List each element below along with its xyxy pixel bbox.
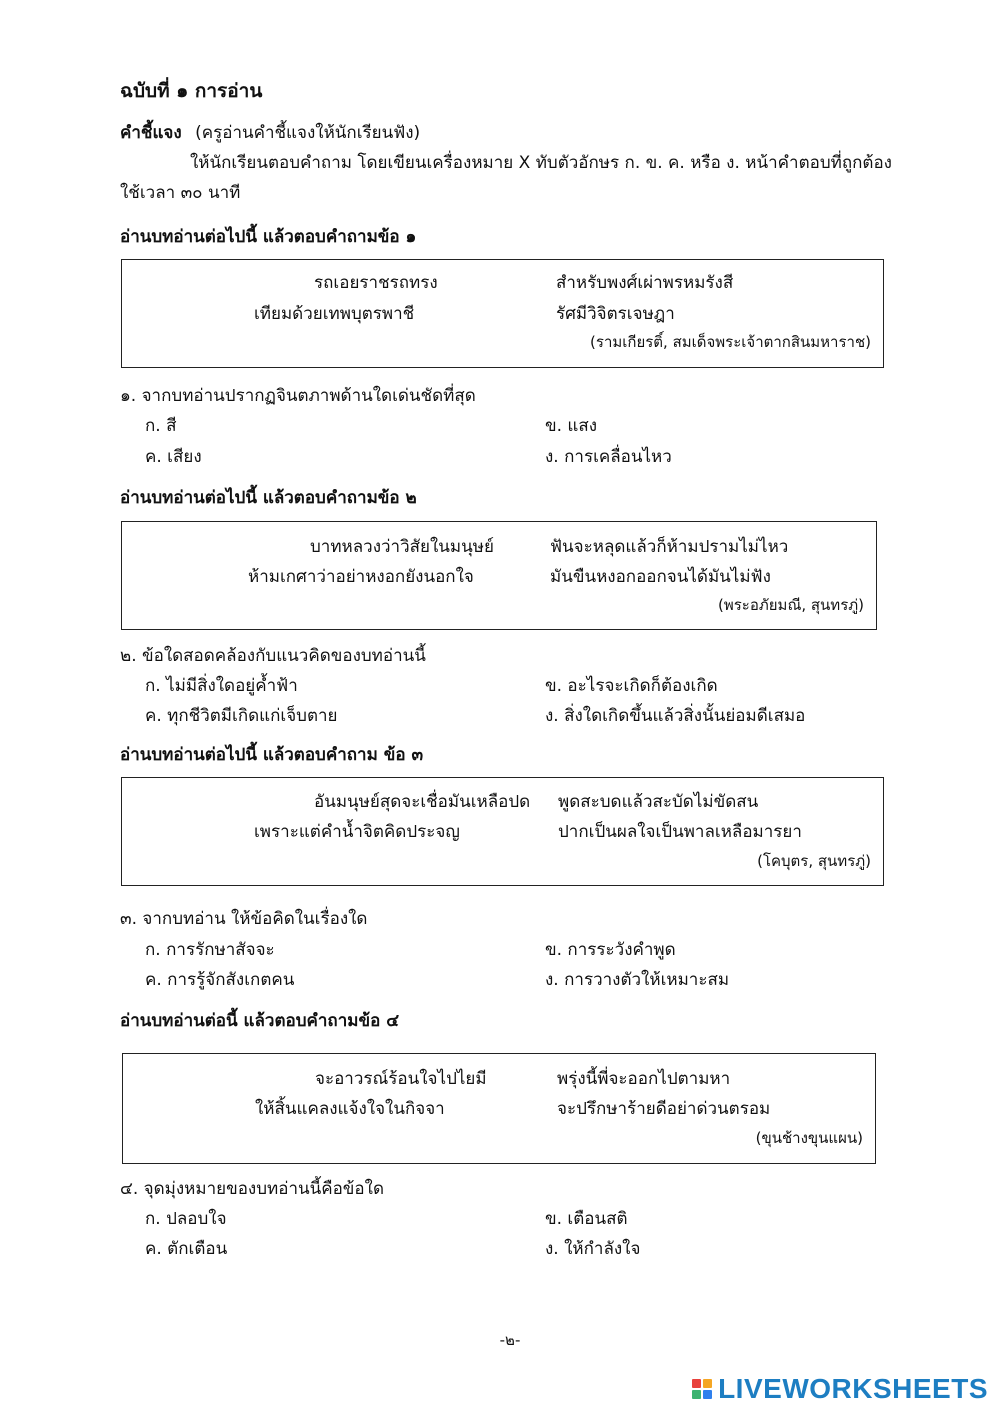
liveworksheets-logo[interactable] — [692, 1374, 988, 1404]
question-1: ๑. จากบทอ่านปรากฏจินตภาพด้านใดเด่นชัดที่สุด — [120, 386, 476, 406]
poem-3-line-2a: เพราะแต่คำน้ำจิตคิดประจญ — [254, 822, 460, 842]
poem-4-line-2a: ให้สิ้นแคลงแจ้งใจในกิจจา — [255, 1099, 445, 1119]
poem-2-line-2b: มันขืนหงอกออกจนได้มันไม่ฟัง — [550, 567, 771, 587]
poem-4-line-2b: จะปรึกษาร้ายดีอย่าด่วนตรอม — [557, 1099, 771, 1119]
poem-2-line-1b: ฟันจะหลุดแล้วก็ห้ามปรามไม่ไหว — [550, 537, 789, 557]
section-1-heading: อ่านบทอ่านต่อไปนี้ แล้วตอบคำถามข้อ ๑ — [120, 227, 417, 247]
poem-1-line-1a: รถเอยราชรถทรง — [314, 273, 438, 293]
q2-option-c[interactable]: ค. ทุกชีวิตมีเกิดแก่เจ็บตาย — [145, 706, 338, 726]
instruction-line-2: ใช้เวลา ๓๐ นาที — [120, 183, 241, 203]
question-4: ๔. จุดมุ่งหมายของบทอ่านนี้คือข้อใด — [120, 1179, 384, 1199]
q4-option-d[interactable]: ง. ให้กำลังใจ — [545, 1239, 641, 1259]
poem-4-line-1b: พรุ่งนี้พี่จะออกไปตามหา — [557, 1069, 731, 1089]
logo-square-green — [692, 1390, 701, 1399]
poem-3-line-1a: อันมนุษย์สุดจะเชื่อมันเหลือปด — [314, 792, 531, 812]
q4-option-b[interactable]: ข. เตือนสติ — [545, 1209, 628, 1229]
poem-box-3 — [121, 777, 884, 886]
logo-square-blue — [703, 1390, 712, 1399]
q3-option-b[interactable]: ข. การระวังคำพูด — [545, 940, 676, 960]
poem-box-2 — [121, 521, 877, 630]
instruction-note: (ครูอ่านคำชี้แจงให้นักเรียนฟัง) — [195, 123, 421, 143]
section-4-heading: อ่านบทอ่านต่อนี้ แล้วตอบคำถามข้อ ๔ — [120, 1011, 400, 1031]
q2-option-d[interactable]: ง. สิ่งใดเกิดขึ้นแล้วสิ่งนั้นย่อมดีเสมอ — [545, 706, 806, 726]
poem-3-reference: (โคบุตร, สุนทรภู่) — [757, 852, 871, 870]
q3-option-a[interactable]: ก. การรักษาสัจจะ — [145, 940, 275, 960]
poem-2-line-1a: บาทหลวงว่าวิสัยในมนุษย์ — [310, 537, 494, 557]
q2-option-b[interactable]: ข. อะไรจะเกิดก็ต้องเกิด — [545, 676, 718, 696]
q3-option-d[interactable]: ง. การวางตัวให้เหมาะสม — [545, 970, 730, 990]
question-2: ๒. ข้อใดสอดคล้องกับแนวคิดของบทอ่านนี้ — [120, 646, 426, 666]
poem-4-reference: (ขุนช้างขุนแผน) — [755, 1129, 863, 1147]
logo-squares-icon — [692, 1379, 712, 1399]
poem-4-line-1a: จะอาวรณ์ร้อนใจไปไยมี — [315, 1069, 487, 1089]
poem-1-line-2b: รัศมีวิจิตรเจษฎา — [556, 304, 675, 324]
poem-box-4 — [122, 1053, 876, 1164]
section-3-heading: อ่านบทอ่านต่อไปนี้ แล้วตอบคำถาม ข้อ ๓ — [120, 745, 424, 765]
logo-square-red — [692, 1379, 701, 1388]
page-number: -๒- — [499, 1331, 521, 1349]
poem-box-1 — [121, 259, 884, 368]
q3-option-c[interactable]: ค. การรู้จักสังเกตคน — [145, 970, 295, 990]
q1-option-c[interactable]: ค. เสียง — [145, 447, 202, 467]
q2-option-a[interactable]: ก. ไม่มีสิ่งใดอยู่ค้ำฟ้า — [145, 676, 298, 696]
poem-2-line-2a: ห้ามเกศาว่าอย่าหงอกยังนอกใจ — [248, 567, 474, 587]
page-title: ฉบับที่ ๑ การอ่าน — [120, 80, 263, 102]
instruction-header — [120, 123, 420, 143]
q4-option-c[interactable]: ค. ตักเตือน — [145, 1239, 228, 1259]
q4-option-a[interactable]: ก. ปลอบใจ — [145, 1209, 227, 1229]
poem-3-line-2b: ปากเป็นผลใจเป็นพาลเหลือมารยา — [558, 822, 802, 842]
question-3: ๓. จากบทอ่าน ให้ข้อคิดในเรื่องใด — [120, 909, 368, 929]
poem-2-reference: (พระอภัยมณี, สุนทรภู่) — [718, 596, 864, 614]
logo-square-orange — [703, 1379, 712, 1388]
poem-1-reference: (รามเกียรติ์, สมเด็จพระเจ้าตากสินมหาราช) — [590, 333, 871, 351]
poem-3-line-1b: พูดสะบดแล้วสะบัดไม่ขัดสน — [558, 792, 759, 812]
poem-1-line-2a: เทียมด้วยเทพบุตรพาชี — [254, 304, 415, 324]
logo-text: LIVEWORKSHEETS — [718, 1373, 988, 1404]
poem-1-line-1b: สำหรับพงศ์เผ่าพรหมรังสี — [556, 273, 734, 293]
q1-option-a[interactable]: ก. สี — [145, 416, 177, 436]
section-2-heading: อ่านบทอ่านต่อไปนี้ แล้วตอบคำถามข้อ ๒ — [120, 488, 417, 508]
instruction-line-1: ให้นักเรียนตอบคำถาม โดยเขียนเครื่องหมาย X ทับตัวอักษร ก. ข. ค. หรือ ง. หน้าคำตอบที่ถูกต้อง — [190, 153, 892, 173]
q1-option-d[interactable]: ง. การเคลื่อนไหว — [545, 447, 672, 467]
instruction-label: คำชี้แจง — [120, 123, 182, 143]
q1-option-b[interactable]: ข. แสง — [545, 416, 598, 436]
